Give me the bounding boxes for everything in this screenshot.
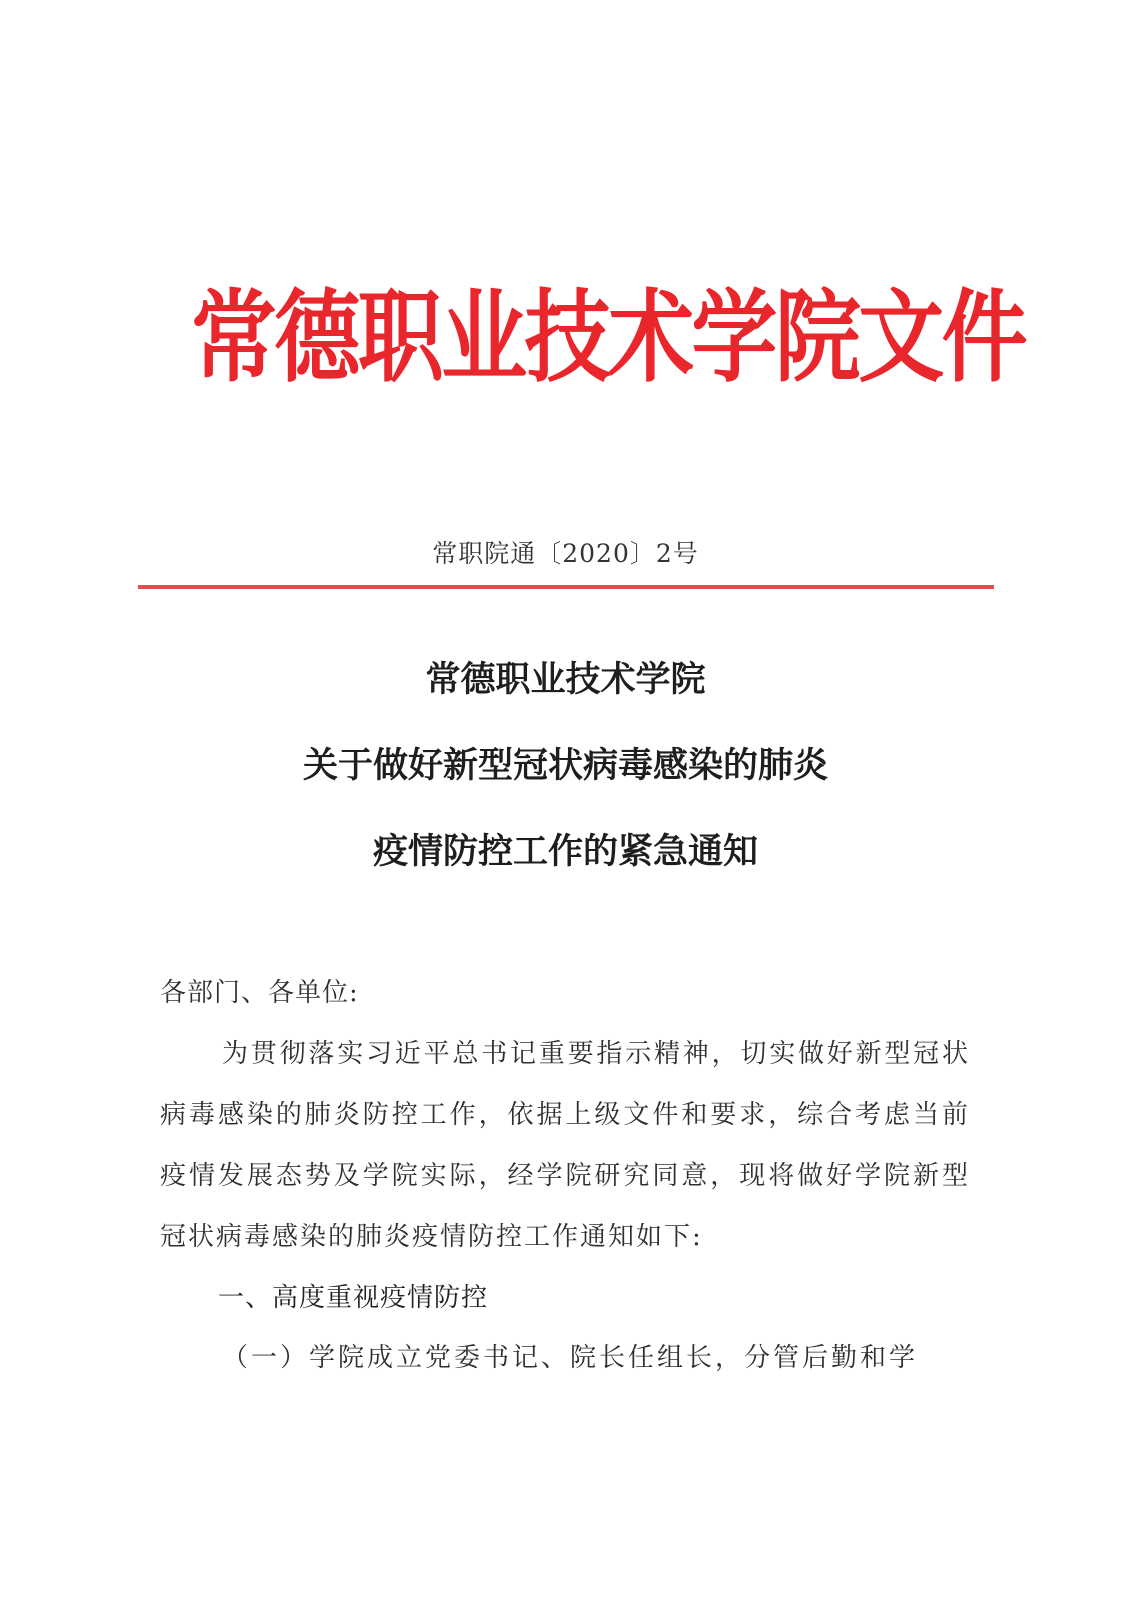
section-item: （一）学院成立党委书记、院长任组长，分管后勤和学 (222, 1343, 919, 1373)
section-heading: 一、高度重视疫情防控 (218, 1283, 489, 1313)
document-number: 常职院通〔2020〕2号 (432, 539, 699, 568)
masthead-title: 常德职业技术学院文件 (190, 279, 1026, 396)
document-body (160, 968, 970, 1388)
intro-paragraph: 为贯彻落实习近平总书记重要指示精神，切实做好新型冠状病毒感染的肺炎防控工作，依据上级文件和要求，综合考虑当前疫情发展态势及学院实际，经学院研究同意，现将做好学院新型冠状病毒感染的肺炎疫情防控工作通知如下: (160, 1039, 970, 1252)
salutation: 各部门、各单位: (160, 978, 359, 1008)
title-line-2: 关于做好新型冠状病毒感染的肺炎 (302, 746, 828, 786)
notice-title (0, 652, 1131, 910)
title-line-3: 疫情防控工作的紧急通知 (372, 832, 758, 872)
title-line-1: 常德职业技术学院 (425, 660, 706, 700)
red-divider-line (138, 585, 994, 589)
